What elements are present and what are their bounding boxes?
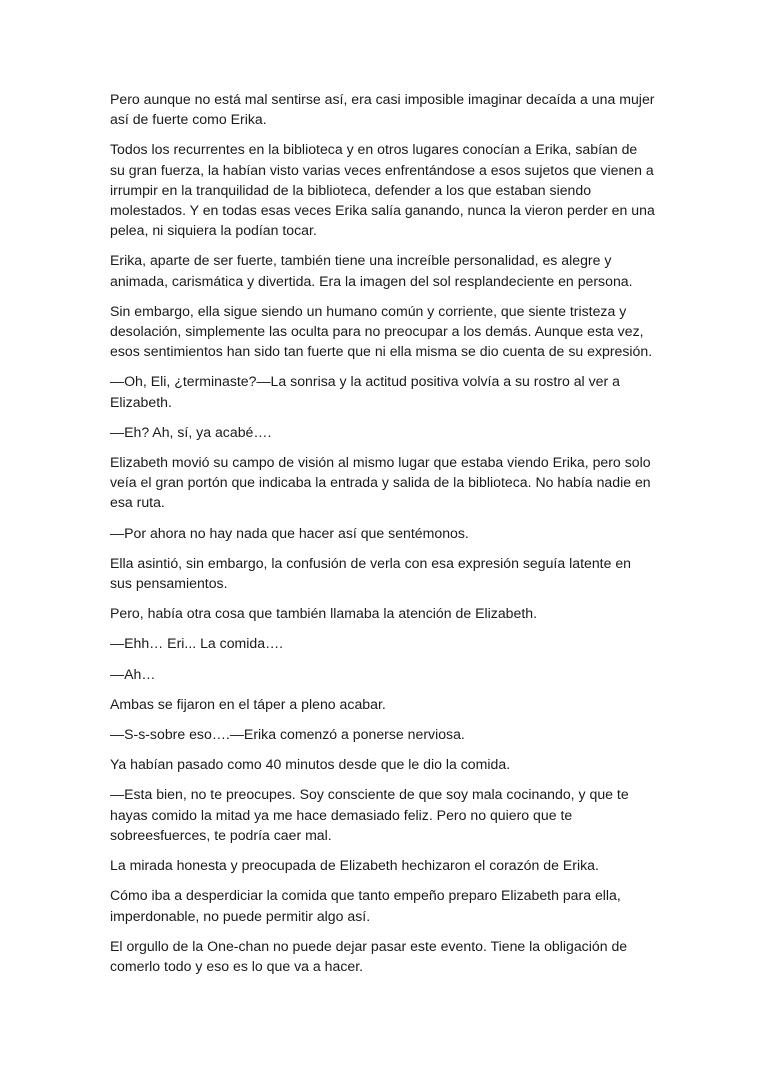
paragraph: Cómo iba a desperdiciar la comida que tanto empeño preparo Elizabeth para ella, imperdonable, no puede permitir algo así. — [110, 887, 621, 924]
dialogue-paragraph: —Ah… — [110, 665, 156, 682]
paragraph: Pero, había otra cosa que también llamaba la atención de Elizabeth. — [110, 605, 538, 622]
paragraph: Sin embargo, ella sigue siendo un humano común y corriente, que siente tristeza y desolación, simplemente las oculta para no preocupar a los demás. Aunque esta vez, esos sentimientos han sido tan fuerte que ni ella misma se dio cuenta de su expresión. — [110, 302, 653, 360]
paragraph: El orgullo de la One-chan no puede dejar pasar este evento. Tiene la obligación de comerlo todo y eso es lo que va a hacer. — [110, 937, 628, 974]
paragraph: La mirada honesta y preocupada de Elizabeth hechizaron el corazón de Erika. — [110, 857, 599, 874]
paragraph: Ella asintió, sin embargo, la confusión de verla con esa expresión seguía latente en sus pensamientos. — [110, 554, 632, 592]
dialogue-paragraph: —Por ahora no hay nada que hacer así que sentémonos. — [110, 524, 469, 541]
paragraph: Pero aunque no está mal sentirse así, era casi imposible imaginar decaída a una mujer así de fuerte como Erika. — [110, 91, 655, 128]
dialogue-paragraph: —S-s-sobre eso….—Erika comenzó a ponerse nerviosa. — [110, 726, 465, 743]
paragraph: Erika, aparte de ser fuerte, también tiene una increíble personalidad, es alegre y animada, carismática y divertida. Era la imagen del sol resplandeciente en persona. — [110, 252, 633, 289]
dialogue-paragraph: —Eh? Ah, sí, ya acabé…. — [110, 423, 272, 440]
paragraph: Elizabeth movió su campo de visión al mismo lugar que estaba viendo Erika, pero solo veía el gran portón que indicaba la entrada y salida de la biblioteca. No había nadie en esa ruta. — [110, 454, 651, 511]
dialogue-paragraph: —Oh, Eli, ¿terminaste?—La sonrisa y la actitud positiva volvía a su rostro al ver a Elizabeth. — [110, 373, 620, 410]
document-page — [110, 89, 655, 986]
paragraph: Ambas se fijaron en el táper a pleno acabar. — [110, 695, 386, 712]
paragraph: Todos los recurrentes en la biblioteca y en otros lugares conocían a Erika, sabían de su gran fuerza, la habían visto varias veces enfrentándose a esos sujetos que vienen a irrumpir en la tranquilidad de la biblioteca, defender a los que estaban siendo molestados. Y en todas esas veces Erika salía ganando, nunca la vieron perder en una pelea, ni siquiera la podían tocar. — [110, 141, 655, 239]
paragraph: Ya habían pasado como 40 minutos desde que le dio la comida. — [110, 756, 511, 773]
dialogue-paragraph: —Esta bien, no te preocupes. Soy consciente de que soy mala cocinando, y que te hayas comido la mitad ya me hace demasiado feliz. Pero no quiero que te sobreesfuerces, te podría caer mal. — [110, 786, 629, 843]
dialogue-paragraph: —Ehh… Eri... La comida…. — [110, 635, 284, 652]
